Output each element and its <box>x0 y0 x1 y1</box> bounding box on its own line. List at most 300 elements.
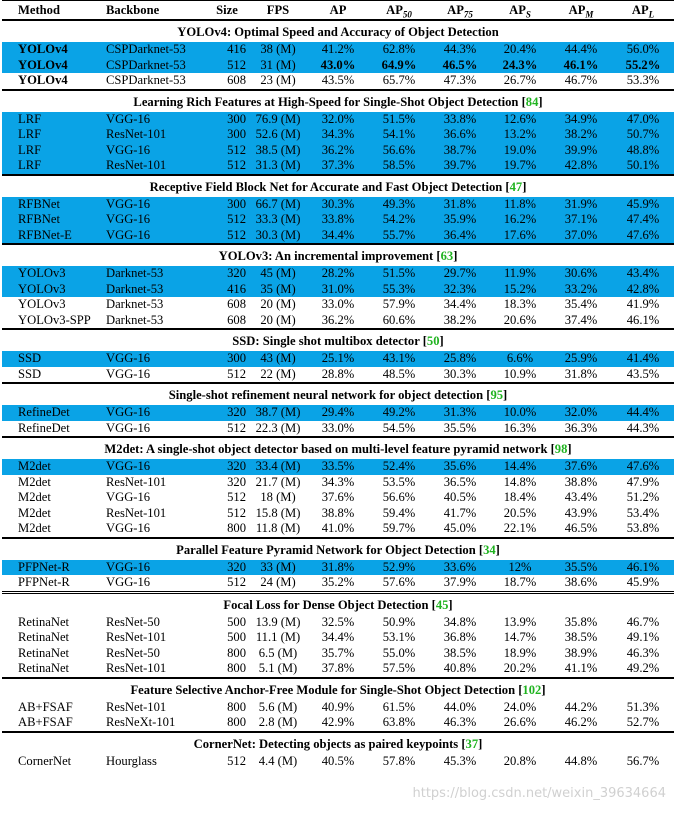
cell-fps: 31 (M) <box>248 58 308 74</box>
cell-ap75: 36.6% <box>430 127 490 143</box>
cell-backbone: VGG-16 <box>100 143 206 159</box>
cell-fps: 35 (M) <box>248 282 308 298</box>
cell-apm: 38.6% <box>564 575 598 589</box>
header-apl: $AP_L$ <box>612 1 674 21</box>
cell-ap: 37.8% <box>321 661 355 675</box>
cell-size: 300 <box>206 351 248 367</box>
cell-method: M2det <box>18 474 51 489</box>
cell-ap50: 52.4% <box>368 459 430 475</box>
cell-aps: 20.6% <box>503 312 537 327</box>
cell-method: RetinaNet <box>18 645 70 660</box>
cell-ap: 35.2% <box>321 575 355 589</box>
cell-ap75: 38.5% <box>443 645 477 660</box>
cell-ap: 43.0% <box>308 58 368 74</box>
cell-size: 800 <box>227 715 246 729</box>
cell-backbone: ResNeXt-101 <box>106 715 176 729</box>
section-title: Focal Loss for Dense Object Detection [45] <box>2 592 674 615</box>
cell-ap: 28.2% <box>308 266 368 282</box>
cell-apl: 47.9% <box>626 474 660 489</box>
cell-aps: 13.2% <box>490 127 550 143</box>
cell-ap75: 38.7% <box>430 143 490 159</box>
cell-fps: 45 (M) <box>248 266 308 282</box>
cell-method: YOLOv3 <box>2 282 100 298</box>
cell-size: 512 <box>206 212 248 228</box>
cell-backbone: VGG-16 <box>100 351 206 367</box>
cell-fps: 21.7 (M) <box>255 474 301 489</box>
cell-fps: 24 (M) <box>260 575 296 589</box>
cell-ap: 33.5% <box>308 459 368 475</box>
cell-backbone: VGG-16 <box>100 197 206 213</box>
cell-ap: 33.8% <box>308 212 368 228</box>
cell-ap75: 25.8% <box>430 351 490 367</box>
cell-ap: 28.8% <box>321 366 355 381</box>
cell-apm: 34.9% <box>550 112 612 128</box>
table-row <box>2 197 674 213</box>
cell-aps: 26.7% <box>503 73 537 87</box>
table-row <box>2 58 674 74</box>
citation-link[interactable]: 63 <box>440 249 454 263</box>
cell-ap50: 54.1% <box>368 127 430 143</box>
cell-fps: 13.9 (M) <box>255 614 301 629</box>
header-aps: $AP_S$ <box>490 1 550 21</box>
section-title-row <box>2 437 674 459</box>
cell-ap50: 55.0% <box>382 645 416 660</box>
table-row <box>2 661 674 678</box>
citation-link[interactable]: 34 <box>483 542 496 557</box>
cell-aps: 13.9% <box>503 614 537 629</box>
cell-ap50: 51.5% <box>368 266 430 282</box>
cell-apl: 41.9% <box>626 297 660 311</box>
cell-aps: 18.3% <box>503 297 537 311</box>
cell-fps: 38.7 (M) <box>248 405 308 421</box>
header-method: Method <box>2 1 100 21</box>
section-title-row <box>2 383 674 405</box>
cell-ap75: 32.3% <box>430 282 490 298</box>
cell-ap: 33.0% <box>321 297 355 311</box>
cell-fps: 6.5 (M) <box>258 645 298 660</box>
table-row <box>2 475 674 491</box>
cell-fps: 15.8 (M) <box>255 505 301 520</box>
cell-apm: 37.4% <box>564 312 598 327</box>
cell-aps: 16.2% <box>490 212 550 228</box>
cell-method: LRF <box>2 112 100 128</box>
cell-size: 320 <box>206 459 248 475</box>
section-title: SSD: Single shot multibox detector [50] <box>2 329 674 351</box>
cell-ap75: 44.3% <box>430 42 490 58</box>
cell-ap50: 65.7% <box>382 73 416 87</box>
cell-method: LRF <box>2 158 100 175</box>
cell-ap: 32.0% <box>308 112 368 128</box>
cell-apm: 42.8% <box>550 158 612 175</box>
cell-ap75: 35.5% <box>443 420 477 435</box>
cell-ap50: 54.5% <box>382 420 416 435</box>
cell-method: M2det <box>2 459 100 475</box>
section-title: Parallel Feature Pyramid Network for Object Detection [34] <box>2 538 674 560</box>
table-row <box>2 646 674 662</box>
cell-apl: 42.8% <box>612 282 674 298</box>
table-row <box>2 754 674 770</box>
cell-ap: 34.4% <box>321 630 355 644</box>
cell-method: M2det <box>18 490 51 504</box>
cell-apm: 44.8% <box>564 753 598 768</box>
cell-method: RefineDet <box>18 420 70 435</box>
cell-ap50: 48.5% <box>382 366 416 381</box>
cell-method: YOLOv4 <box>18 73 68 87</box>
cell-ap: 40.9% <box>321 699 355 714</box>
cell-size: 608 <box>227 297 246 311</box>
table-row <box>2 715 674 732</box>
cell-ap: 37.3% <box>308 158 368 175</box>
cell-aps: 15.2% <box>490 282 550 298</box>
cell-ap75: 33.6% <box>430 560 490 576</box>
cell-fps: 18 (M) <box>260 490 296 504</box>
section-title: Receptive Field Block Net for Accurate and Fast Object Detection [47] <box>2 175 674 197</box>
cell-ap: 43.5% <box>321 73 355 87</box>
cell-aps: 26.6% <box>503 715 537 729</box>
cell-backbone: VGG-16 <box>106 521 151 535</box>
cell-apl: 49.2% <box>626 661 660 675</box>
cell-backbone: Darknet-53 <box>100 282 206 298</box>
section-title-row <box>2 175 674 197</box>
cell-ap75: 34.4% <box>443 297 477 311</box>
cell-size: 320 <box>206 405 248 421</box>
cell-fps: 33.3 (M) <box>248 212 308 228</box>
cell-method: PFPNet-R <box>18 575 70 589</box>
section-title-row <box>2 732 674 754</box>
cell-apm: 37.0% <box>550 228 612 245</box>
cell-apl: 56.7% <box>626 753 660 768</box>
cell-fps: 66.7 (M) <box>248 197 308 213</box>
cell-apm: 43.4% <box>564 490 598 504</box>
table-row <box>2 630 674 646</box>
cell-fps: 76.9 (M) <box>248 112 308 128</box>
cell-aps: 24.0% <box>503 699 537 714</box>
cell-size: 416 <box>206 42 248 58</box>
cell-size: 300 <box>206 197 248 213</box>
cell-aps: 14.4% <box>490 459 550 475</box>
cell-apl: 46.1% <box>626 312 660 327</box>
header-ap75: $AP_{75}$ <box>430 1 490 21</box>
cell-backbone: VGG-16 <box>100 112 206 128</box>
cell-apl: 43.4% <box>612 266 674 282</box>
cell-size: 608 <box>227 73 246 87</box>
cell-aps: 12% <box>490 560 550 576</box>
section-title: CornerNet: Detecting objects as paired keypoints [37] <box>2 732 674 754</box>
section-title-text: Parallel Feature Pyramid Network for Object Detection <box>176 542 476 557</box>
cell-backbone: ResNet-101 <box>106 699 167 714</box>
cell-ap50: 57.8% <box>382 753 416 768</box>
cell-apm: 38.8% <box>564 474 598 489</box>
cell-ap: 41.2% <box>308 42 368 58</box>
cell-fps: 5.1 (M) <box>258 661 298 675</box>
cell-aps: 19.0% <box>490 143 550 159</box>
cell-ap50: 55.7% <box>368 228 430 245</box>
cell-apm: 35.8% <box>564 614 598 629</box>
cell-backbone: ResNet-50 <box>106 614 160 629</box>
cell-backbone: VGG-16 <box>106 575 151 589</box>
section-title-row <box>2 678 674 700</box>
section-title-row <box>2 90 674 112</box>
table-row <box>2 367 674 384</box>
cell-aps: 6.6% <box>490 351 550 367</box>
section-title-row <box>2 538 674 560</box>
cell-backbone: VGG-16 <box>106 420 151 435</box>
cell-ap: 36.2% <box>321 312 355 327</box>
cell-aps: 20.4% <box>490 42 550 58</box>
cell-size: 512 <box>227 490 246 504</box>
results-table <box>2 0 674 769</box>
cell-method: M2det <box>18 521 51 535</box>
cell-ap50: 57.9% <box>382 297 416 311</box>
cell-fps: 52.6 (M) <box>248 127 308 143</box>
cell-ap75: 30.3% <box>443 366 477 381</box>
cell-ap50: 56.6% <box>382 490 416 504</box>
cell-ap: 31.0% <box>308 282 368 298</box>
cell-ap75: 45.3% <box>443 753 477 768</box>
cell-ap: 42.9% <box>321 715 355 729</box>
cell-ap: 25.1% <box>308 351 368 367</box>
cell-apm: 44.2% <box>564 699 598 714</box>
cell-method: YOLOv3-SPP <box>18 312 91 327</box>
cell-method: AB+FSAF <box>18 715 73 729</box>
cell-ap75: 37.9% <box>443 575 477 589</box>
cell-apm: 38.2% <box>550 127 612 143</box>
table-row <box>2 282 674 298</box>
cell-apm: 44.4% <box>550 42 612 58</box>
cell-ap50: 43.1% <box>368 351 430 367</box>
cell-backbone: Darknet-53 <box>106 312 164 327</box>
cell-apm: 36.3% <box>564 420 598 435</box>
cell-ap75: 40.8% <box>443 661 477 675</box>
table-row <box>2 73 674 90</box>
cell-apl: 52.7% <box>626 715 660 729</box>
cell-size: 300 <box>206 127 248 143</box>
cell-backbone: ResNet-101 <box>106 474 167 489</box>
table-row <box>2 112 674 128</box>
cell-aps: 18.7% <box>503 575 537 589</box>
table-row <box>2 143 674 159</box>
cell-ap: 30.3% <box>308 197 368 213</box>
cell-aps: 11.8% <box>490 197 550 213</box>
table-row <box>2 459 674 475</box>
section-title: Learning Rich Features at High-Speed for Single-Shot Object Detection [84] <box>2 90 674 112</box>
table-row <box>2 575 674 592</box>
section-title-text: Single-shot refinement neural network for object detection <box>168 388 484 402</box>
cell-ap50: 53.5% <box>382 474 416 489</box>
cell-ap: 38.8% <box>321 505 355 520</box>
cell-apl: 51.2% <box>626 490 660 504</box>
cell-method: YOLOv3 <box>18 297 66 311</box>
cell-apl: 56.0% <box>612 42 674 58</box>
cell-aps: 10.0% <box>490 405 550 421</box>
cell-method: RetinaNet <box>18 661 70 675</box>
cell-apl: 41.4% <box>612 351 674 367</box>
cell-size: 608 <box>227 312 246 327</box>
cell-ap75: 46.3% <box>443 715 477 729</box>
cell-fps: 22.3 (M) <box>255 420 301 435</box>
header-fps: FPS <box>248 1 308 21</box>
cell-ap50: 59.7% <box>382 521 416 535</box>
section-title-text: SSD: Single shot multibox detector <box>232 334 420 348</box>
cell-ap75: 41.7% <box>443 505 477 520</box>
cell-backbone: Darknet-53 <box>100 266 206 282</box>
cell-apl: 55.2% <box>612 58 674 74</box>
cell-apm: 31.9% <box>550 197 612 213</box>
cell-apm: 41.1% <box>564 661 598 675</box>
cell-ap50: 63.8% <box>382 715 416 729</box>
cell-size: 512 <box>227 753 246 768</box>
cell-size: 800 <box>227 699 246 714</box>
section-title: Single-shot refinement neural network for object detection [95] <box>2 383 674 405</box>
cell-method: RFBNet <box>2 212 100 228</box>
citation-link[interactable]: 45 <box>435 597 449 612</box>
cell-fps: 2.8 (M) <box>258 715 298 729</box>
section-title-text: CornerNet: Detecting objects as paired keypoints <box>193 736 459 751</box>
cell-apl: 47.6% <box>612 459 674 475</box>
cell-ap50: 49.3% <box>368 197 430 213</box>
cell-ap: 37.6% <box>321 490 355 504</box>
cell-apl: 45.9% <box>612 197 674 213</box>
cell-aps: 22.1% <box>503 521 537 535</box>
cell-method: RFBNet <box>2 197 100 213</box>
table-row <box>2 615 674 631</box>
section-title-row <box>2 592 674 615</box>
cell-apl: 47.6% <box>612 228 674 245</box>
header-ap50: $AP_{50}$ <box>368 1 430 21</box>
cell-backbone: VGG-16 <box>106 366 151 381</box>
table-row <box>2 421 674 438</box>
cell-ap75: 29.7% <box>430 266 490 282</box>
cell-ap75: 36.4% <box>430 228 490 245</box>
section-title: YOLOv3: An incremental improvement [63] <box>2 244 674 266</box>
cell-ap75: 36.5% <box>443 474 477 489</box>
cell-apm: 35.4% <box>564 297 598 311</box>
section-title-text: Receptive Field Block Net for Accurate and Fast Object Detection <box>149 179 503 194</box>
table-row <box>2 42 674 58</box>
citation-link[interactable]: 84 <box>525 94 539 109</box>
cell-aps: 19.7% <box>490 158 550 175</box>
citation-link[interactable]: 37 <box>465 736 479 751</box>
cell-method: YOLOv3 <box>2 266 100 282</box>
cell-apl: 53.8% <box>626 521 660 535</box>
cell-ap50: 53.1% <box>382 630 416 644</box>
cell-size: 512 <box>227 420 246 435</box>
cell-ap50: 55.3% <box>368 282 430 298</box>
cell-method: YOLOv4 <box>2 42 100 58</box>
cell-fps: 4.4 (M) <box>258 753 298 768</box>
cell-ap: 41.0% <box>321 521 355 535</box>
table-row <box>2 490 674 506</box>
cell-aps: 20.5% <box>503 505 537 520</box>
cell-method: RetinaNet <box>18 614 70 629</box>
cell-aps: 11.9% <box>490 266 550 282</box>
cell-apm: 38.9% <box>564 645 598 660</box>
cell-ap50: 52.9% <box>368 560 430 576</box>
cell-size: 800 <box>227 521 246 535</box>
cell-size: 320 <box>227 474 246 489</box>
citation-link[interactable]: 98 <box>554 442 568 456</box>
cell-apl: 46.3% <box>626 645 660 660</box>
citation-link[interactable]: 47 <box>509 179 523 194</box>
cell-aps: 14.7% <box>503 630 537 644</box>
cell-ap: 36.2% <box>308 143 368 159</box>
cell-ap75: 35.9% <box>430 212 490 228</box>
cell-ap75: 46.5% <box>430 58 490 74</box>
cell-apl: 46.7% <box>626 614 660 629</box>
cell-method: SSD <box>18 366 42 381</box>
cell-size: 300 <box>206 112 248 128</box>
cell-fps: 30.3 (M) <box>248 228 308 245</box>
cell-apm: 37.1% <box>550 212 612 228</box>
table-row <box>2 127 674 143</box>
cell-backbone: VGG-16 <box>100 228 206 245</box>
cell-size: 512 <box>227 366 246 381</box>
cell-backbone: ResNet-101 <box>100 158 206 175</box>
cell-backbone: ResNet-101 <box>106 505 167 520</box>
cell-apm: 35.5% <box>550 560 612 576</box>
cell-apm: 46.2% <box>564 715 598 729</box>
cell-size: 500 <box>227 614 246 629</box>
cell-fps: 38 (M) <box>248 42 308 58</box>
cell-ap: 33.0% <box>321 420 355 435</box>
cell-apm: 25.9% <box>550 351 612 367</box>
header-apm: $AP_M$ <box>550 1 612 21</box>
section-title-row <box>2 329 674 351</box>
citation-link[interactable]: 50 <box>426 334 440 348</box>
cell-ap50: 64.9% <box>368 58 430 74</box>
citation-link[interactable]: 95 <box>490 388 504 402</box>
cell-backbone: VGG-16 <box>106 490 151 504</box>
cell-apl: 49.1% <box>626 630 660 644</box>
cell-backbone: CSPDarknet-53 <box>100 42 206 58</box>
section-title-text: YOLOv3: An incremental improvement <box>218 249 434 263</box>
cell-apm: 46.5% <box>564 521 598 535</box>
cell-ap50: 51.5% <box>368 112 430 128</box>
table-row <box>2 506 674 522</box>
cell-fps: 23 (M) <box>260 73 296 87</box>
cell-fps: 20 (M) <box>260 297 296 311</box>
table-body <box>2 20 674 769</box>
cell-size: 416 <box>206 282 248 298</box>
section-title-text: M2det: A single-shot object detector based on multi-level feature pyramid network <box>104 442 548 456</box>
cell-fps: 5.6 (M) <box>258 699 298 714</box>
cell-aps: 10.9% <box>503 366 537 381</box>
cell-size: 320 <box>206 266 248 282</box>
cell-apl: 43.5% <box>626 366 660 381</box>
cell-size: 512 <box>206 58 248 74</box>
cell-apl: 51.3% <box>626 699 660 714</box>
cell-size: 512 <box>227 505 246 520</box>
cell-backbone: VGG-16 <box>100 459 206 475</box>
cell-ap: 32.5% <box>321 614 355 629</box>
section-title <box>2 20 674 42</box>
cell-apl: 50.7% <box>612 127 674 143</box>
section-title: M2det: A single-shot object detector based on multi-level feature pyramid network [98] <box>2 437 674 459</box>
cell-ap75: 38.2% <box>443 312 477 327</box>
cell-size: 320 <box>206 560 248 576</box>
cell-ap50: 59.4% <box>382 505 416 520</box>
cell-size: 512 <box>206 143 248 159</box>
table-row <box>2 405 674 421</box>
citation-link[interactable]: 102 <box>522 682 542 697</box>
cell-aps: 14.8% <box>503 474 537 489</box>
cell-ap: 35.7% <box>321 645 355 660</box>
cell-apm: 46.7% <box>564 73 598 87</box>
cell-fps: 33.4 (M) <box>248 459 308 475</box>
cell-fps: 43 (M) <box>248 351 308 367</box>
table-row <box>2 521 674 538</box>
cell-size: 512 <box>206 158 248 175</box>
